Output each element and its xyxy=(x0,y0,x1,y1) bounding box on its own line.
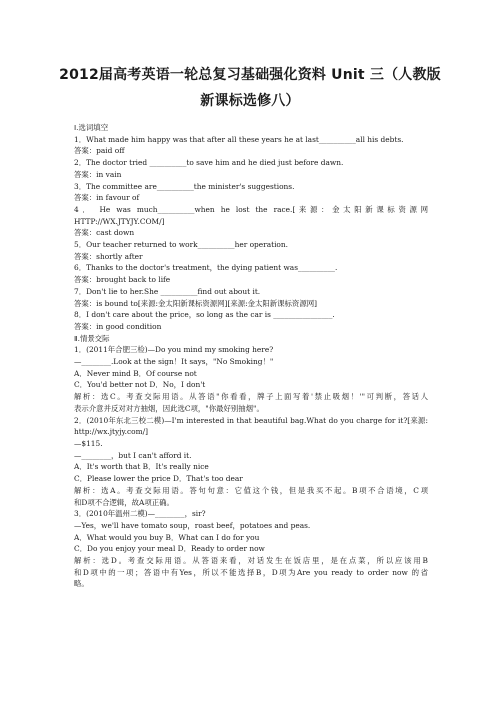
explanation-line: 和D项中的一项；答语中有Yes，所以不能选择B，D项为Are you ready to order now 的省 xyxy=(74,567,428,577)
question-line: 2．The doctor tried __________to save him and he died just before dawn. xyxy=(74,158,344,168)
question-line: 3．(2010年温州二模)—________，sir? xyxy=(74,509,206,519)
question-line: 1．(2011年合肥三检)—Do you mind my smoking here? xyxy=(74,345,274,355)
document-title-line-2: 新课标选修八） xyxy=(200,93,300,109)
option-line: A．It's worth that B．It's really nice xyxy=(74,462,209,472)
explanation-line: 略。 xyxy=(74,579,89,589)
answer-line: 答案：brought back to life xyxy=(74,275,171,285)
document-title-line-1: 2012届高考英语一轮总复习基础强化资料 Unit 三（人教版 xyxy=(59,67,441,83)
option-line: A．What would you buy B．What can I do for you xyxy=(74,532,260,542)
option-line: C．Please lower the price D．That's too dear xyxy=(74,474,243,484)
section-heading: Ⅱ.情景交际 xyxy=(74,333,110,343)
dialogue-line: —________，but I can't afford it. xyxy=(74,450,192,460)
answer-line: 答案：in vain xyxy=(74,169,122,179)
option-line: C．You'd better not D．No，I don't xyxy=(74,380,206,390)
option-line: C．Do you enjoy your meal D．Ready to order now xyxy=(74,544,265,554)
explanation-line: 和D项不合逻辑，故A项正确。 xyxy=(74,497,174,507)
explanation-line: 解析：选D。考查交际用语。从答语来看，对话发生在饭店里，是在点菜，所以应该用B xyxy=(74,556,428,566)
document-body xyxy=(74,122,428,590)
question-line: 6．Thanks to the doctor's treatment，the dying patient was__________. xyxy=(74,263,338,273)
dialogue-line: —________.Look at the sign！It says，"No Smoking！" xyxy=(74,357,274,367)
question-line: 7．Don't lie to her.She __________find out about it. xyxy=(74,286,261,296)
option-line: A．Never mind B．Of course not xyxy=(74,368,197,378)
answer-line: 答案：shortly after xyxy=(74,251,143,261)
question-line: 4． He was much__________when he lost the race.[来源：金太阳新课标资源网 xyxy=(74,204,428,214)
source-line: http://wx.jtyjy.com/] xyxy=(74,427,148,437)
question-line: 5．Our teacher returned to work__________her operation. xyxy=(74,240,288,250)
explanation-line: 解析：选A。考查交际用语。答句句意：它值这个钱，但是我买不起。B项不合语境，C项 xyxy=(74,485,428,495)
answer-line: 答案：in good condition xyxy=(74,321,162,331)
question-line: 2．(2010年东北三校二模)—I'm interested in that beautiful bag.What do you charge for it?[来源: xyxy=(74,415,428,425)
dialogue-line: —$115. xyxy=(74,438,103,448)
dialogue-line: —Yes，we'll have tomato soup，roast beef，potatoes and peas. xyxy=(74,520,311,530)
answer-line: 答案：paid off xyxy=(74,146,125,156)
answer-line: 答案：cast down xyxy=(74,228,135,238)
answer-line: 答案：in favour of xyxy=(74,193,140,203)
question-line: 8．I don't care about the price，so long as the car is ________________. xyxy=(74,310,335,320)
question-line: 1．What made him happy was that after all these years he at last__________all his debts. xyxy=(74,134,404,144)
source-line: HTTP://WX.JTYJY.COM/] xyxy=(74,216,165,226)
explanation-line: 解析：选C。考查交际用语。从答语"你看看，牌子上面写着'禁止吸烟！'"可判断，答话人 xyxy=(74,392,428,402)
explanation-line: 表示介意并反对对方抽烟，因此选C项，"你最好别抽烟"。 xyxy=(74,403,264,413)
section-heading: Ⅰ.选词填空 xyxy=(74,123,109,132)
question-line: 3．The committee are__________the minister's suggestions. xyxy=(74,181,295,191)
answer-line: 答案：is bound to[来源:金太阳新课标资源网][来源:金太阳新课标资源网] xyxy=(74,298,317,308)
